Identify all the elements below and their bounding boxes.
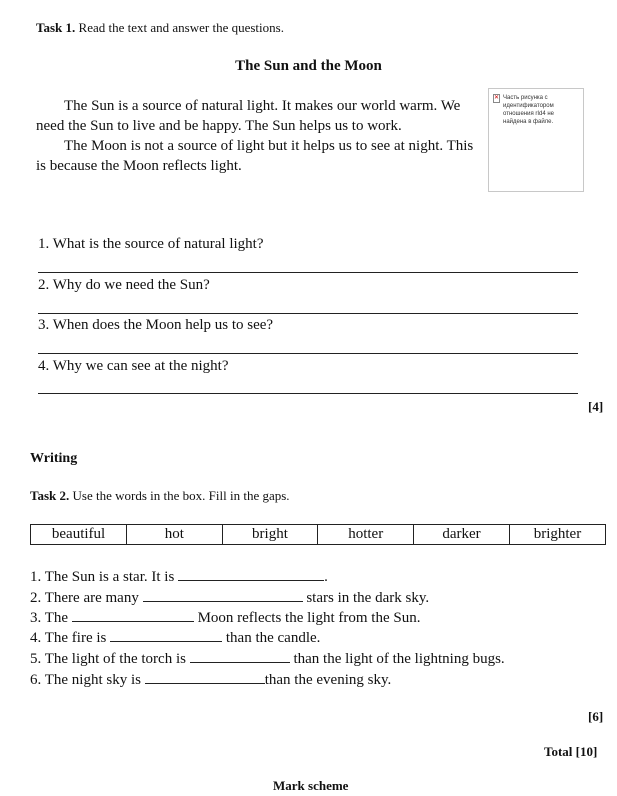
word-box-item: bright [222,525,318,545]
gap-blank-3[interactable] [72,609,194,622]
sentence-text: stars in the dark sky. [306,590,430,606]
gap-blank-2[interactable] [143,589,303,602]
missing-image-placeholder [488,88,584,192]
sentence-text: than the candle. [225,630,321,646]
word-box-item: brighter [509,525,605,545]
answer-line-1[interactable] [38,272,578,273]
text-title: The Sun and the Moon [235,58,382,74]
sentence-text: 3. The [30,610,69,626]
task1-header [36,20,284,36]
gap-blank-6[interactable] [145,671,265,684]
total-mark: Total [10] [544,744,598,759]
gap-blank-1[interactable] [178,568,324,581]
question-2: 2. Why do we need the Sun? [38,277,210,293]
gap-blank-4[interactable] [110,629,222,642]
gap-sentence-6 [30,671,391,689]
task2-header [30,488,290,504]
sentence-text: 2. There are many [30,590,139,606]
gap-sentence-3 [30,609,420,627]
sentence-text: than the evening sky. [264,672,392,688]
gap-blank-5[interactable] [190,650,290,663]
sentence-text: 1. The Sun is a star. It is [30,569,175,585]
answer-line-2[interactable] [38,313,578,314]
broken-image-icon: ✕ [494,95,500,101]
answer-line-4[interactable] [38,393,578,394]
reading-text [36,96,476,176]
task2-instruction: Use the words in the box. Fill in the gaps. [72,488,290,503]
sentence-text: 4. The fire is [30,630,107,646]
task1-mark: [4] [588,399,604,414]
task2-mark: [6] [588,709,604,724]
task2-label: Task 2. [30,488,70,503]
word-box [30,524,606,545]
gap-sentence-4 [30,629,320,647]
writing-heading: Writing [30,451,78,466]
paragraph-sun: The Sun is a source of natural light. It makes our world warm. We need the Sun to live and be happy. The Sun helps us to work. [36,98,461,134]
sentence-text: . [324,569,328,585]
word-box-item: hot [127,525,222,545]
mark-scheme-heading: Mark scheme [273,778,349,793]
sentence-text: 6. The night sky is [30,672,141,688]
sentence-text: than the light of the lightning bugs. [293,651,505,667]
sentence-text: 5. The light of the torch is [30,651,186,667]
paragraph-moon: The Moon is not a source of light but it helps us to see at night. This is because the Moon reflects light. [36,138,474,174]
answer-line-3[interactable] [38,353,578,354]
sentence-text: Moon reflects the light from the Sun. [197,610,421,626]
image-placeholder-text: Часть рисунка с идентификатором отношения rId4 не найдена в файле. [503,95,555,125]
question-4: 4. Why we can see at the night? [38,358,229,374]
task1-label: Task 1. [36,20,76,35]
task1-instruction: Read the text and answer the questions. [78,20,284,35]
gap-sentence-5 [30,650,505,668]
gap-sentence-1 [30,568,328,586]
gap-sentence-2 [30,589,429,607]
word-box-item: darker [414,525,510,545]
question-3: 3. When does the Moon help us to see? [38,317,274,333]
word-box-item: beautiful [31,525,127,545]
question-1: 1. What is the source of natural light? [38,236,264,252]
word-box-item: hotter [318,525,414,545]
